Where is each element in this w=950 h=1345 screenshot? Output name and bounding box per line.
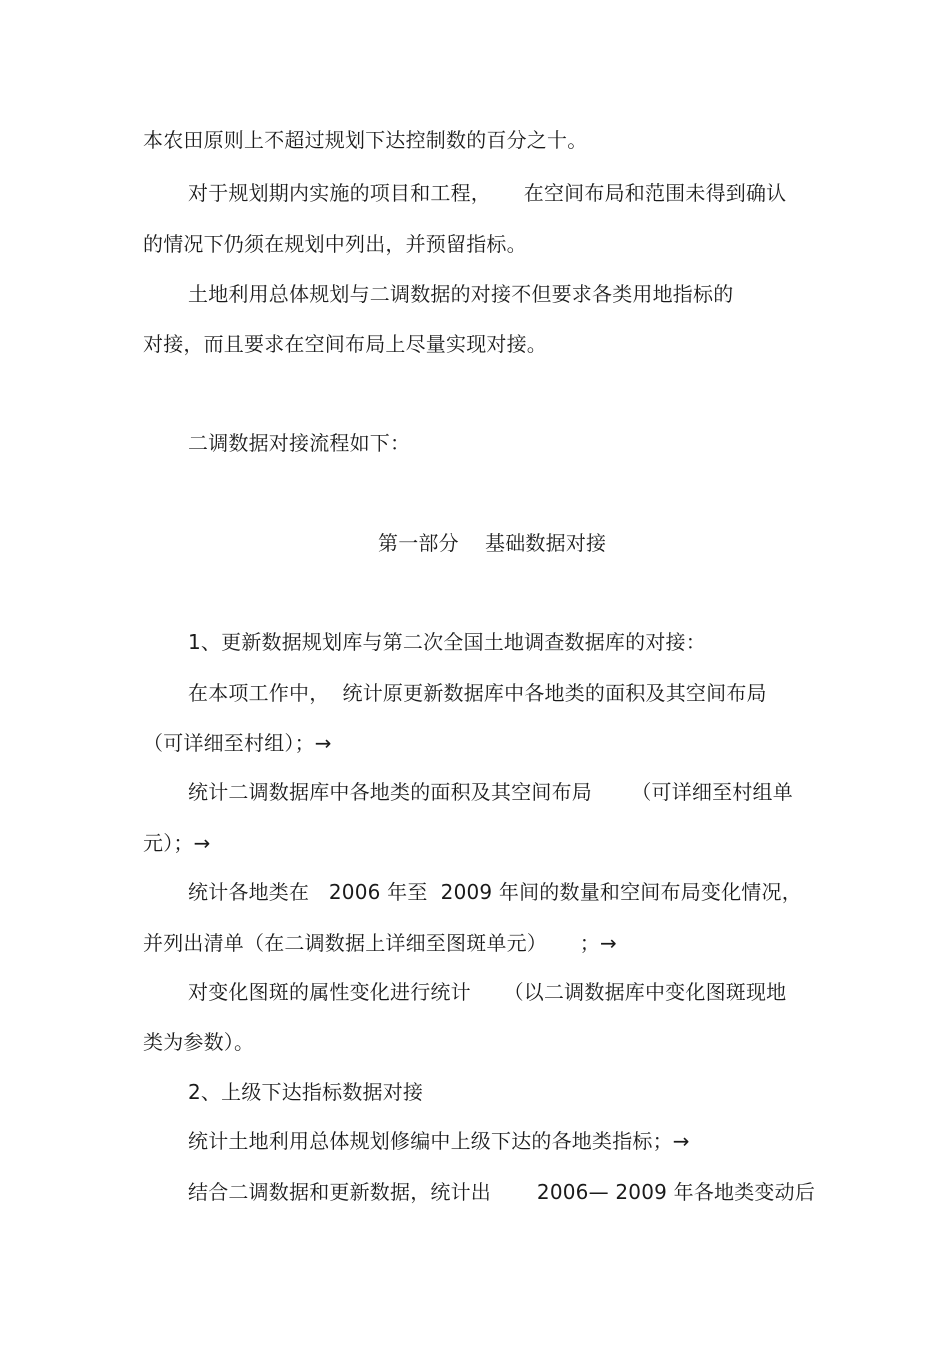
paragraph-line: 对变化图斑的属性变化进行统计 （以二调数据库中变化图斑现地 [188, 980, 787, 1004]
paragraph-line: （可详细至村组）；→ [143, 731, 332, 755]
paragraph-line: 本农田原则上不超过规划下达控制数的百分之十。 [143, 128, 588, 152]
paragraph-line: 统计土地利用总体规划修编中上级下达的各地类指标；→ [188, 1129, 690, 1153]
paragraph-line: 土地利用总体规划与二调数据的对接不但要求各类用地指标的 [188, 282, 734, 306]
paragraph-line: 统计二调数据库中各地类的面积及其空间布局 （可详细至村组单 [188, 780, 793, 804]
paragraph-line: 类为参数）。 [143, 1030, 255, 1054]
paragraph-line: 的情况下仍须在规划中列出，并预留指标。 [143, 232, 527, 256]
paragraph-line: 2、上级下达指标数据对接 [188, 1080, 424, 1104]
paragraph-line: 统计各地类在 2006 年至 2009 年间的数量和空间布局变化情况， [188, 880, 802, 904]
paragraph-line: 并列出清单（在二调数据上详细至图斑单元） ；→ [143, 931, 617, 955]
section-heading: 第一部分 基础数据对接 [378, 531, 607, 555]
paragraph-line: 在本项工作中， 统计原更新数据库中各地类的面积及其空间布局 [188, 681, 767, 705]
paragraph-line: 二调数据对接流程如下： [188, 431, 411, 455]
paragraph-line: 对接，而且要求在空间布局上尽量实现对接。 [143, 332, 547, 356]
paragraph-line: 元）；→ [143, 831, 211, 855]
paragraph-line: 结合二调数据和更新数据，统计出 2006— 2009 年各地类变动后 [188, 1180, 816, 1204]
paragraph-line: 1、更新数据规划库与第二次全国土地调查数据库的对接： [188, 630, 706, 654]
paragraph-line: 对于规划期内实施的项目和工程， 在空间布局和范围未得到确认 [188, 181, 787, 205]
